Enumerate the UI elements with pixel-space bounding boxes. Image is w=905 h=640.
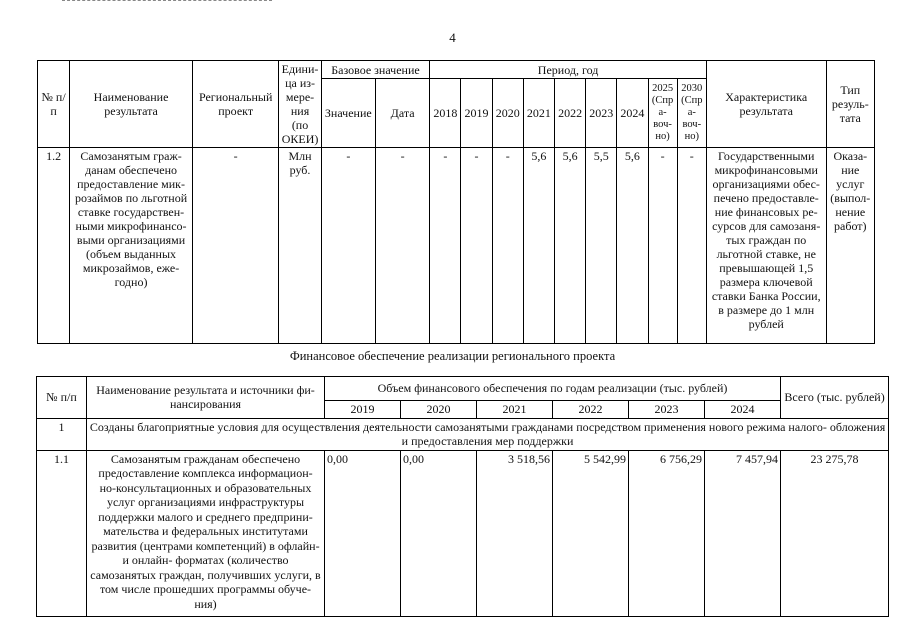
fin-col-name-header: Наименование результата и источники фи- нансирования <box>87 377 325 419</box>
col-unit-header: Едини- ца из- мере- ния (по ОКЕИ) <box>279 61 321 148</box>
financing-table <box>36 376 889 617</box>
col-project-header: Региональный проект <box>192 61 279 148</box>
col-num-header: № п/п <box>38 61 70 148</box>
col-name-header: Наименование результата <box>70 61 193 148</box>
row-num: 1.2 <box>38 148 70 344</box>
row-year-value: - <box>677 148 706 344</box>
row-name: Самозанятым граж- данам обеспечено предоставление мик- розаймов по льготной ставке государствен- ными микрофинансо- выми организациями (объем выданных микрозаймов, еже- годно) <box>70 148 193 344</box>
col-type-header: Тип резуль- тата <box>826 61 874 148</box>
col-base-header: Базовое значение <box>321 61 430 79</box>
col-base-value-header: Значение <box>321 79 375 148</box>
row-type: Оказа- ние услуг (выпол- нение работ) <box>826 148 874 344</box>
row-year-value: 5,6 <box>554 148 585 344</box>
year-header: 2020 <box>492 79 523 148</box>
section-title: Финансовое обеспечение реализации регионального проекта <box>289 349 616 363</box>
year-header: 2023 <box>586 79 617 148</box>
top-dashed-rule <box>62 0 272 3</box>
fin-group-text: Созданы благоприятные условия для осуществления деятельности самозанятыми гражданами посредством применения нового режима налого- обложения и предоставления мер поддержки <box>87 418 889 450</box>
fin-row-value: 6 756,29 <box>629 450 705 616</box>
result-table <box>37 60 875 344</box>
fin-row-name: Самозанятым гражданам обеспечено предоставление комплекса информацион- но-консультационных и образовательных услуг организациями инфраструктуры поддержки малого и среднего предприни- мательства и федеральных институтами развития (центрами компетенций) в офлайн- и онлайн- форматах (количество самозанятых граждан, получивших услуги, в том числе прошедших программы обуче- ния) <box>87 450 325 616</box>
fin-col-volume-header: Объем финансового обеспечения по годам реализации (тыс. рублей) <box>325 377 781 401</box>
row-year-value: - <box>648 148 677 344</box>
row-year-value: 5,6 <box>523 148 554 344</box>
col-period-header: Период, год <box>430 61 707 79</box>
col-base-date-header: Дата <box>375 79 429 148</box>
row-base-date: - <box>375 148 429 344</box>
fin-year-header: 2021 <box>477 401 553 419</box>
year-header: 2021 <box>523 79 554 148</box>
row-year-value: 5,5 <box>586 148 617 344</box>
fin-year-header: 2024 <box>705 401 781 419</box>
row-base-value: - <box>321 148 375 344</box>
row-year-value: - <box>461 148 492 344</box>
row-project: - <box>192 148 279 344</box>
year-header: 2025 (Спра- воч- но) <box>648 79 677 148</box>
row-year-value: - <box>430 148 461 344</box>
fin-year-header: 2023 <box>629 401 705 419</box>
row-year-value: - <box>492 148 523 344</box>
fin-col-num-header: № п/п <box>37 377 87 419</box>
year-header: 2022 <box>554 79 585 148</box>
fin-row-num: 1.1 <box>37 450 87 616</box>
fin-group-num: 1 <box>37 418 87 450</box>
year-header: 2018 <box>430 79 461 148</box>
year-header: 2024 <box>617 79 648 148</box>
fin-row-value: 0,00 <box>401 450 477 616</box>
year-header: 2030 (Спра- воч- но) <box>677 79 706 148</box>
col-characteristic-header: Характеристика результата <box>706 61 826 148</box>
fin-row-value: 7 457,94 <box>705 450 781 616</box>
fin-row-value: 3 518,56 <box>477 450 553 616</box>
year-header: 2019 <box>461 79 492 148</box>
fin-year-header: 2020 <box>401 401 477 419</box>
row-year-value: 5,6 <box>617 148 648 344</box>
row-unit: Млн руб. <box>279 148 321 344</box>
row-characteristic: Государственными микрофинансовыми организациями обес- печено предоставле- ние финансовых ре- сурсов для самозаня- тых граждан по льготной ставке, не превышающей 1,5 размера ключевой ставки Банка России, в размере до 1 млн рублей <box>706 148 826 344</box>
fin-year-header: 2019 <box>325 401 401 419</box>
page-number: 4 <box>449 30 456 45</box>
fin-row-total: 23 275,78 <box>781 450 889 616</box>
fin-row-value: 0,00 <box>325 450 401 616</box>
fin-col-total-header: Всего (тыс. рублей) <box>781 377 889 419</box>
fin-year-header: 2022 <box>553 401 629 419</box>
fin-row-value: 5 542,99 <box>553 450 629 616</box>
